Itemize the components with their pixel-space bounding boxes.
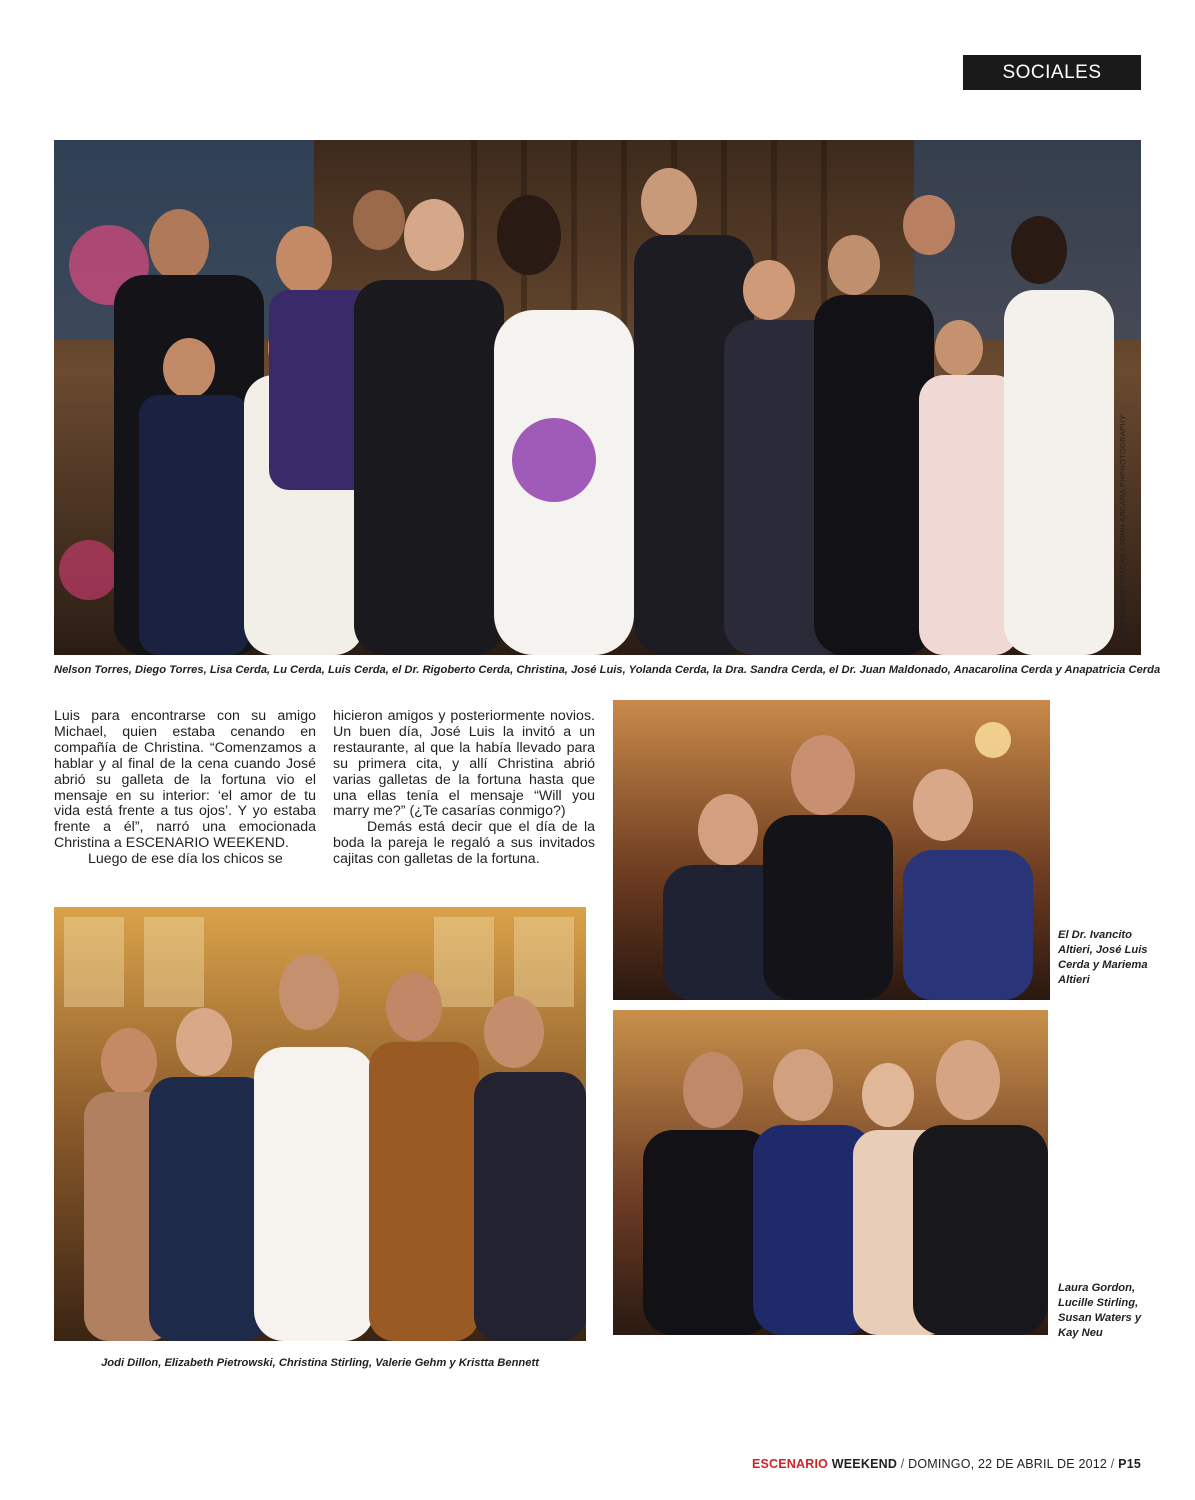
altieri-photo-image <box>613 700 1050 1000</box>
article-column-1 <box>54 709 316 868</box>
article-paragraph: Demás está decir que el día de la boda la pareja le regaló a sus invitados cajitas con galletas de la fortuna. <box>333 819 595 868</box>
footer-separator: / <box>900 1457 905 1471</box>
footer-separator: / <box>1110 1457 1115 1471</box>
page-footer <box>752 1457 1141 1471</box>
altieri-photo <box>613 700 1050 1000</box>
article-paragraph: Luis para encontrarse con su amigo Michael, quien estaba cenando en compañía de Christina. “Comenzamos a hablar y al final de la cena cuando José abrió su galleta de la fortuna vio el mensaje en su interior: ‘el amor de tu vida está frente a tus ojos’. Y yo estaba frente a él”, narró una emocionada Christina a ESCENARIO WEEKEND. <box>54 708 316 852</box>
group-photo-caption: Nelson Torres, Diego Torres, Lisa Cerda, Lu Cerda, Luis Cerda, el Dr. Rigoberto Cerda, Christina, José Luis, Yolanda Cerda, la Dra. Sandra Cerda, el Dr. Juan Maldonado, Anacarolina Cerda y Anapatricia Cerda <box>54 664 1161 676</box>
footer-weekend: WEEKEND <box>831 1457 898 1471</box>
section-tab <box>963 55 1141 90</box>
footer-brand: ESCENARIO <box>751 1457 829 1471</box>
section-label: SOCIALES <box>1002 61 1102 83</box>
photo-credit: FOTOS SUMINISTRADAS / JOHN ARCARA PHPHOTOGRAPHY <box>1118 414 1127 648</box>
footer-page-number: P15 <box>1118 1457 1141 1471</box>
gordon-photo <box>613 1010 1048 1335</box>
group-photo-image <box>54 140 1141 655</box>
gordon-photo-caption: Laura Gordon, Lucille Stirling, Susan Waters y Kay Neu <box>1058 1282 1142 1339</box>
friends-photo <box>54 907 586 1341</box>
footer-date: DOMINGO, 22 DE ABRIL DE 2012 <box>908 1457 1108 1471</box>
gordon-photo-image <box>613 1010 1048 1335</box>
group-photo <box>54 140 1141 655</box>
article-paragraph: hicieron amigos y posteriormente novios. Un buen día, José Luis la invitó a un restaurante, al que la había llevado para su primera cita, y allí Christina abrió varias galletas de la fortuna hasta que una ellas tenía el mensaje “Will you marry me?” (¿Te casarías conmigo?) <box>333 708 595 820</box>
article-column-2 <box>333 709 595 868</box>
friends-photo-image <box>54 907 586 1341</box>
altieri-photo-caption: El Dr. Ivancito Altieri, José Luis Cerda y Mariema Altieri <box>1058 929 1148 986</box>
article-paragraph: Luego de ese día los chicos se <box>88 851 283 868</box>
friends-photo-caption: Jodi Dillon, Elizabeth Pietrowski, Christina Stirling, Valerie Gehm y Kristta Bennett <box>101 1357 539 1369</box>
